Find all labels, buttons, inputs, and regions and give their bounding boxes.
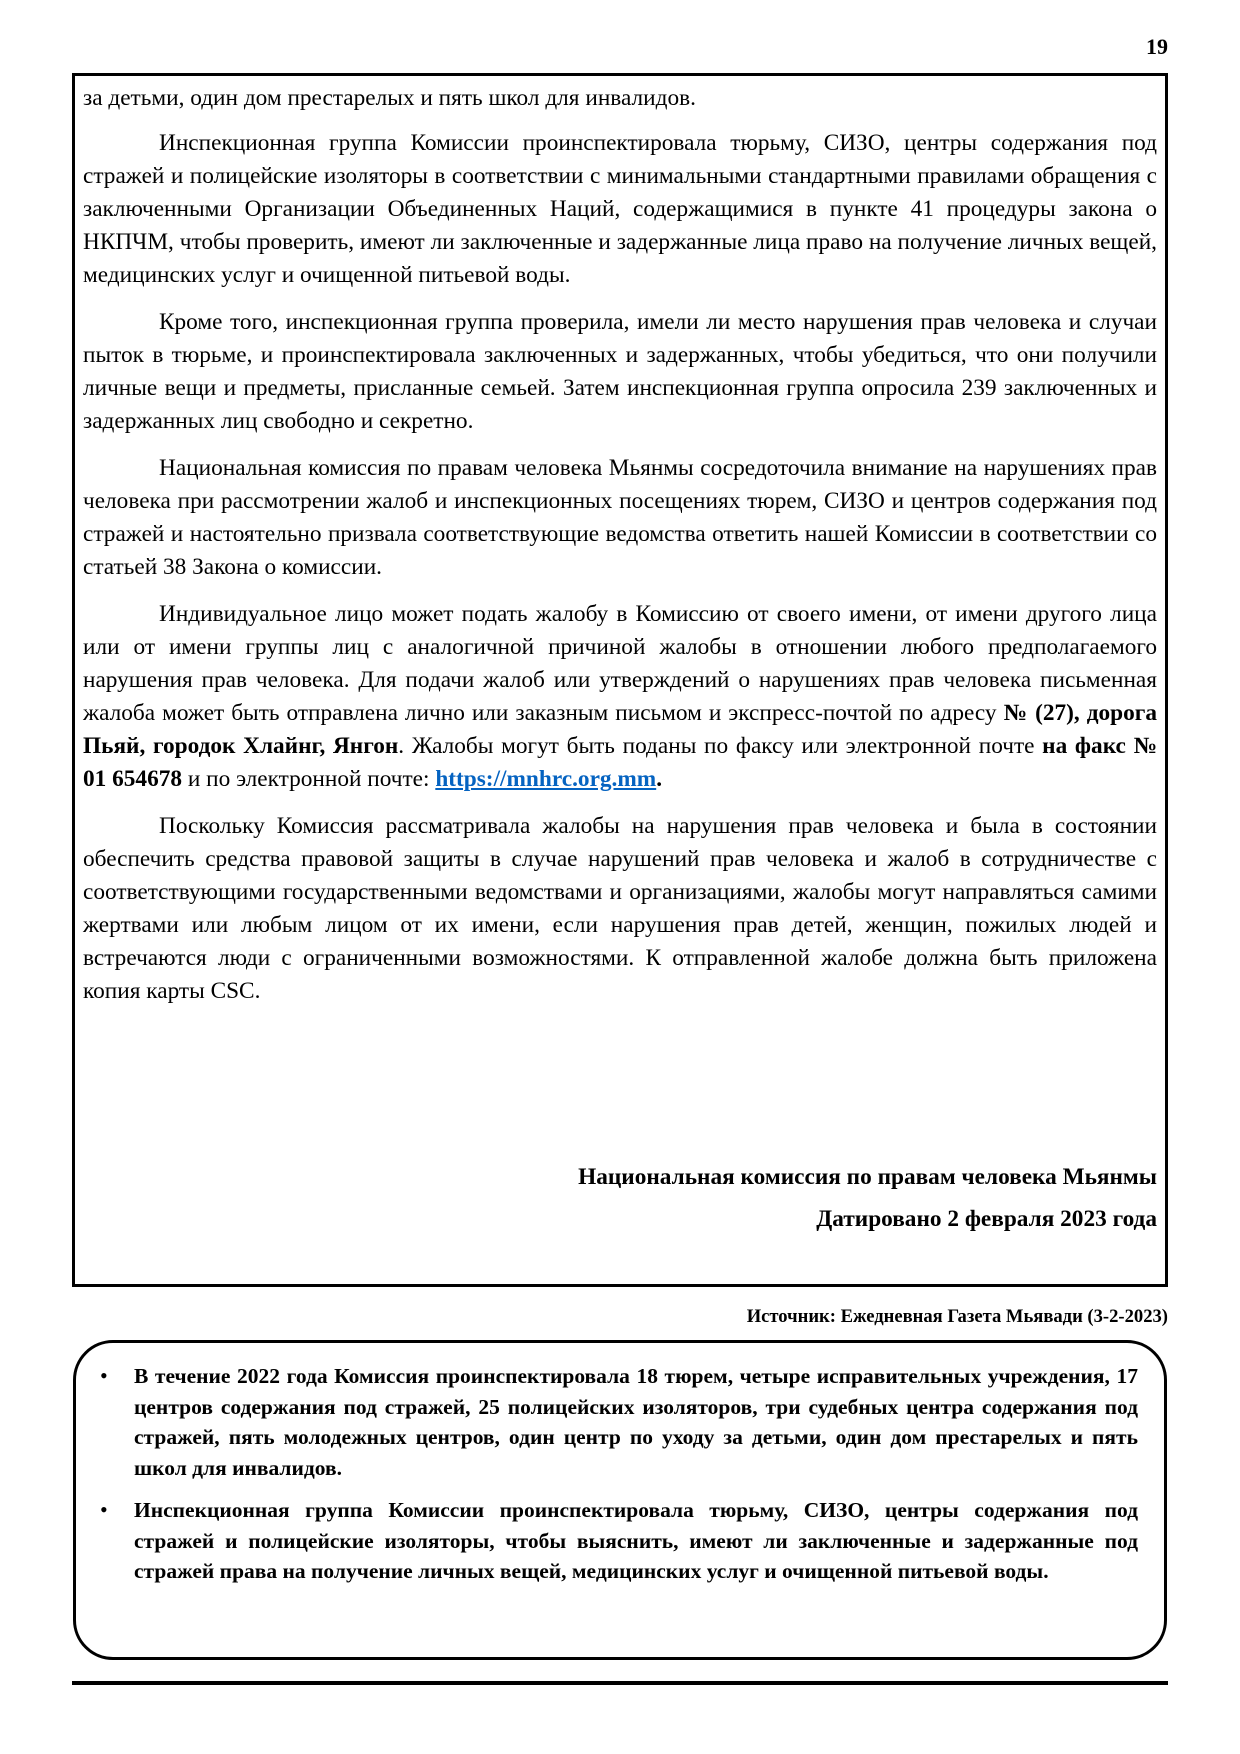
complaint-text-1: Индивидуальное лицо может подать жалобу в Комиссию от своего имени, от имени другого лица или от имени группы лиц с аналогичной причиной жалобы в отношении любого предполагаемого нарушения прав человека. Для подачи жалоб или утверждений о нарушениях прав человека письменная жалоба может быть отправлена лично или заказным письмом и экспресс-почтой по адресу <box>83 601 1157 726</box>
paragraph-inspection: Инспекционная группа Комиссии проинспектировала тюрьму, СИЗО, центры содержания под стражей и полицейские изоляторы в соответствии с минимальными стандартными правилами обращения с заключенными Организации Объединенных Наций, содержащимися в пункте 41 процедуры закона о НКПЧМ, чтобы проверить, имеют ли заключенные и задержанные лица право на получение личных вещей, медицинских услуг и очищенной питьевой воды. <box>83 130 1157 288</box>
complaint-text-3: и по электронной почте: <box>182 766 436 792</box>
complaint-text-2: . Жалобы могут быть поданы по факсу или электронной почте <box>398 733 1043 759</box>
complaint-text-4: . <box>656 766 663 792</box>
signature-date: Датировано 2 февраля 2023 года <box>816 1206 1157 1232</box>
complaint-fax: на факс № 01 654678 <box>83 733 1157 792</box>
bullet-icon: • <box>100 1363 108 1388</box>
summary-bullet <box>90 1361 1138 1483</box>
paragraph-continuation: за детьми, один дом престарелых и пять школ для инвалидов. <box>83 85 696 111</box>
bullet-icon: • <box>100 1497 108 1522</box>
website-link[interactable]: https://mnhrc.org.mm <box>435 766 657 792</box>
page-number: 19 <box>1146 34 1168 59</box>
signature-organization: Национальная комиссия по правам человека Мьянмы <box>578 1164 1157 1190</box>
paragraph-complaint <box>83 598 1157 796</box>
paragraph-interviews: Кроме того, инспекционная группа проверила, имели ли место нарушения прав человека и случаи пыток в тюрьме, и проинспектировала заключенных и задержанных, чтобы убедиться, что они получили личные вещи и предметы, присланные семьей. Затем инспекционная группа опросила 239 заключенных и задержанных лиц свободно и секретно. <box>83 309 1157 434</box>
summary-box <box>73 1340 1167 1660</box>
source-citation: Источник: Ежедневная Газета Мьявади (3-2-2023) <box>746 1306 1168 1327</box>
paragraph-focus: Национальная комиссия по правам человека Мьянмы сосредоточила внимание на нарушениях прав человека при рассмотрении жалоб и инспекционных посещениях тюрем, СИЗО и центров содержания под стражей и настоятельно призвала соответствующие ведомства ответить нашей Комиссии в соответствии со статьей 38 Закона о комиссии. <box>83 455 1157 580</box>
complaint-address: № (27), дорога Пьяй, городок Хлайнг, Янгон <box>83 700 1157 759</box>
paragraph-remedies: Поскольку Комиссия рассматривала жалобы на нарушения прав человека и была в состоянии обеспечить средства правовой защиты в случае нарушений прав человека и жалоб в сотрудничестве с соответствующими государственными ведомствами и организациями, жалобы могут направляться самими жертвами или любым лицом от их имени, если нарушения прав детей, женщин, пожилых людей и встречаются люди с ограниченными возможностями. К отправленной жалобе должна быть приложена копия карты CSC. <box>83 813 1157 1004</box>
bullet-text: Инспекционная группа Комиссии проинспектировала тюрьму, СИЗО, центры содержания под стражей и полицейские изоляторы, чтобы выяснить, имеют ли заключенные и задержанные под стражей права на получение личных вещей, медицинских услуг и очищенной питьевой воды. <box>134 1498 1138 1583</box>
bottom-divider <box>72 1681 1168 1685</box>
main-text-box <box>72 73 1168 1287</box>
bullet-text: В течение 2022 года Комиссия проинспектировала 18 тюрем, четыре исправительных учреждения, 17 центров содержания под стражей, 25 полицейских изоляторов, три судебных центра содержания под стражей, пять молодежных центров, один центр по уходу за детьми, один дом престарелых и пять школ для инвалидов. <box>134 1364 1138 1480</box>
summary-bullet <box>90 1495 1138 1587</box>
